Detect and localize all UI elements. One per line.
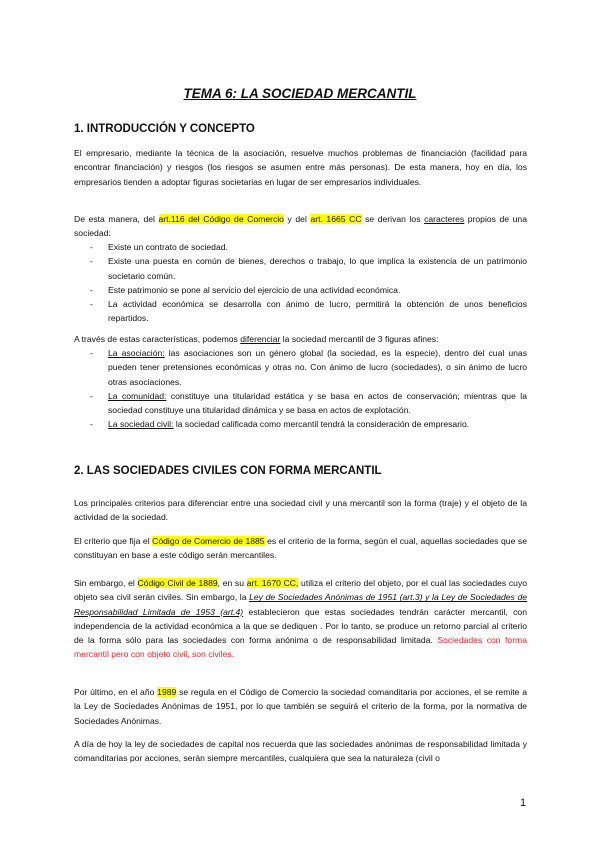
section-1-paragraph-1: El empresario, mediante la técnica de la asociación, resuelve muchos problemas de financiación (facilidad para encontrar financiación) y riesgos (los riesgos se asumen entre más personas). De esta manera, hoy en día, los empresarios tienden a adoptar figuras societarias en lugar de ser empresarios individuales. <box>74 148 527 187</box>
section-1-paragraph-2: De esta manera, del art.116 del Código de Comercio y del art. 1665 CC se derivan los caracteres propios de una sociedad: <box>74 214 527 239</box>
section-1-heading: 1. INTRODUCCIÓN Y CONCEPTO <box>74 123 255 135</box>
list-item: - La comunidad: constituye una titularidad estática y se basa en actos de conservación; mientras que la sociedad constituye una titularidad dinámica y se basa en actos de explotación. <box>74 389 527 418</box>
page-number: 1 <box>520 797 527 809</box>
list-item: - La actividad económica se desarrolla con ánimo de lucro, permitirá la obtención de unos beneficios repartidos. <box>74 297 527 326</box>
red-note: Sociedades con forma mercantil pero con objeto civil, son civiles. <box>74 635 527 660</box>
highlight-codigo-comercio: art.116 del Código de Comercio <box>158 214 284 224</box>
section-2-paragraph-5: A día de hoy la ley de sociedades de capital nos recuerda que las sociedades anónimas de responsabilidad limitada y comanditarias por acciones, serán siempre mercantiles, cualquiera que sea la naturaleza (civil o <box>74 739 527 764</box>
document-title: TEMA 6: LA SOCIEDAD MERCANTIL <box>183 86 417 101</box>
section-1-paragraph-3: A través de estas características, podemos diferenciar la sociedad mercantil de 3 figuras afines: <box>74 334 439 344</box>
list-item: - Existe un contrato de sociedad. <box>74 240 527 254</box>
list-item: - La sociedad civil: la sociedad calificada como mercantil tendrá la consideración de empresario. <box>74 417 527 431</box>
highlight-codigo-1885: Código de Comercio de 1885 <box>152 536 265 546</box>
section-2-paragraph-3: Sin embargo, el Código Civil de 1889, en su art. 1670 CC, utiliza el criterio del objeto, por el cual las sociedades cuyo objeto sea civil serán civiles. Sin embargo, la Ley de Sociedades Anónimas de 1951 (art.3) y la Ley de Sociedades de Responsabilidad Limitada de 1953 (art.4) establecieron que estas sociedades tendrán carácter mercantil, con independencia de la actividad económica a la que se dediquen . Por lo tanto, se produce un retorno parcial al criterio de la forma sólo para las sociedades con forma anónima o de responsabilidad limitada. Sociedades con forma mercantil pero con objeto civil, son civiles. <box>74 578 528 660</box>
highlight-art-1670: art. 1670 CC, <box>246 578 299 588</box>
characteristics-list <box>74 240 527 326</box>
list-item: - Este patrimonio se pone al servicio del ejercicio de una actividad económica. <box>74 283 527 297</box>
section-2-heading: 2. LAS SOCIEDADES CIVILES CON FORMA MERCANTIL <box>74 465 382 477</box>
section-2-paragraph-1: Los principales criterios para diferenciar entre una sociedad civil y una mercantil son la forma (traje) y el objeto de la actividad de la sociedad. <box>74 498 527 523</box>
highlight-art-1665: art. 1665 CC <box>310 214 362 224</box>
section-2-paragraph-2: El criterio que fija el Código de Comercio de 1885 es el criterio de la forma, según el cual, aquellas sociedades que se constituyan en base a este código serán mercantiles. <box>74 536 527 561</box>
list-item: - Existe una puesta en común de bienes, derechos o trabajo, lo que implica la existencia de un patrimonio societario común. <box>74 254 527 283</box>
list-item: - La asociación: las asociaciones son un género global (la sociedad, es la especie), dentro del cual unas pueden tener pretensiones económicas y otras no. Con ánimo de lucro (sociedades), o sin ánimo de lucro otras asociaciones. <box>74 346 527 389</box>
highlight-codigo-civil-1889: Código Civil de 1889 <box>137 578 218 588</box>
section-2-paragraph-4: Por último, en el año 1989 se regula en el Código de Comercio la sociedad comanditaria por acciones, el se remite a la Ley de Sociedades Anónimas de 1951, por lo que también se seguirá el criterio de la forma, por la normativa de Sociedades Anónimas. <box>74 687 527 726</box>
highlight-1989: 1989 <box>157 687 177 697</box>
related-figures-list <box>74 346 527 432</box>
